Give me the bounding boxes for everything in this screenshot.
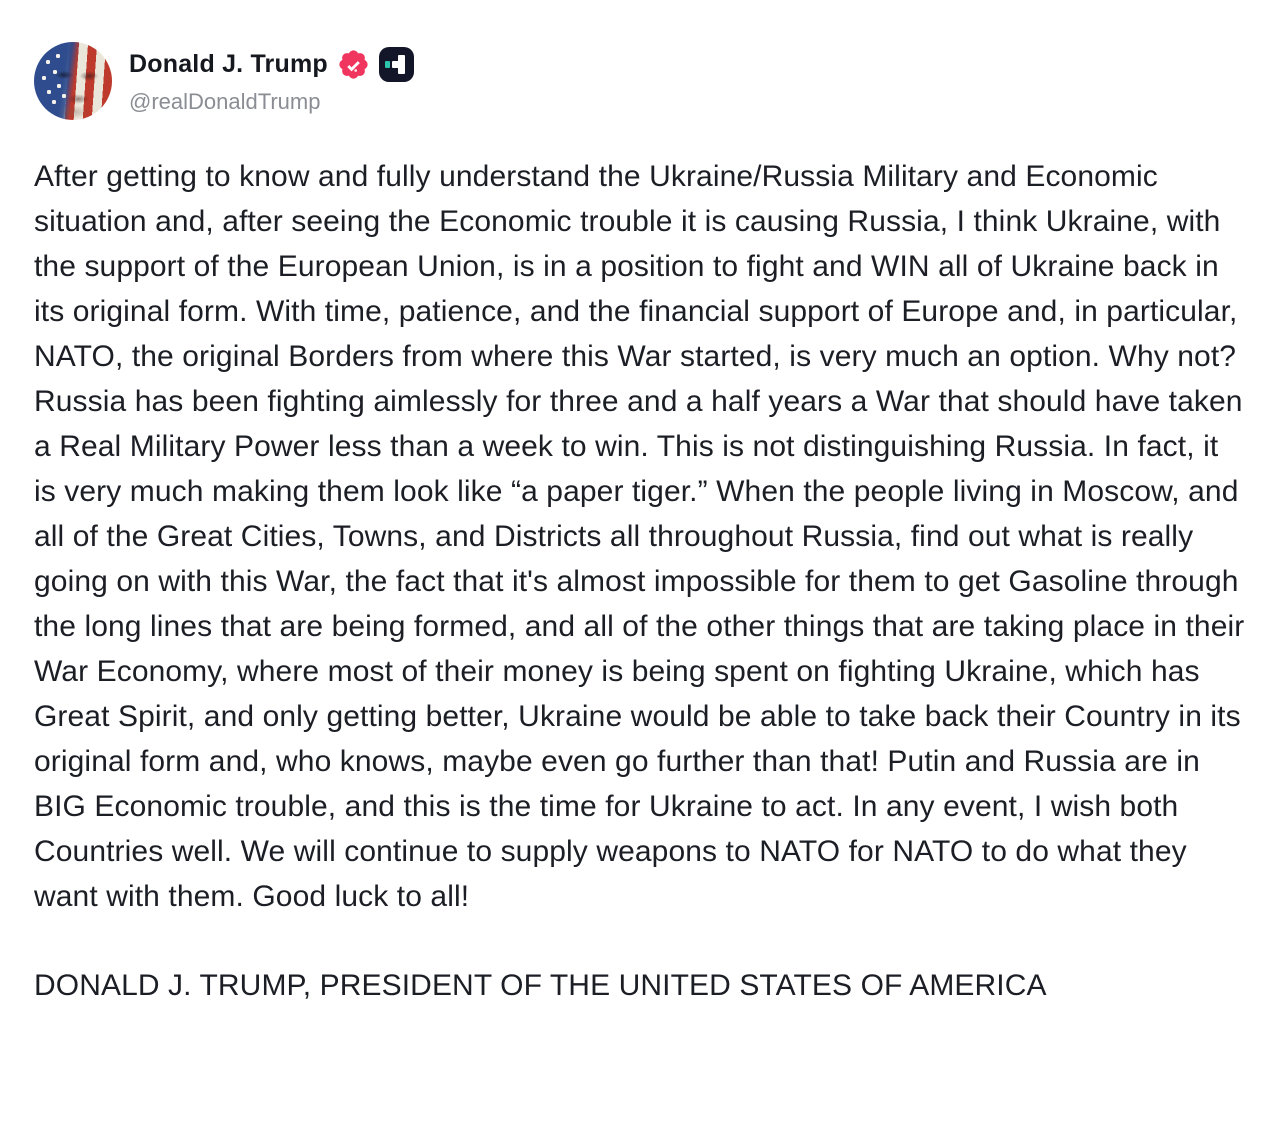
author-avatar[interactable]: [34, 42, 112, 120]
author-block: [129, 47, 414, 115]
post-signature-line: DONALD J. TRUMP, PRESIDENT OF THE UNITED STATES OF AMERICA: [34, 969, 1047, 1002]
verified-check-seal-icon: [337, 48, 370, 81]
author-name-row: [129, 47, 414, 82]
truth-social-logo-icon: [379, 47, 414, 82]
author-handle[interactable]: @realDonaldTrump: [129, 89, 321, 114]
truth-logo-vertical-bar: [398, 55, 405, 74]
truth-logo-teal-square: [385, 61, 390, 68]
post-body-text: After getting to know and fully understand the Ukraine/Russia Military and Economic situation and, after seeing the Economic trouble it is causing Russia, I think Ukraine, with the support of the European Union, is in a position to fight and WIN all of Ukraine back in its original form. With time, patience, and the financial support of Europe and, in particular, NATO, the original Borders from where this War started, is very much an option. Why not? Russia has been fighting aimlessly for three and a half years a War that should have taken a Real Military Power less than a week to win. This is not distinguishing Russia. In fact, it is very much making them look like “a paper tiger.” When the people living in Moscow, and all of the Great Cities, Towns, and Districts all throughout Russia, find out what is really going on with this War, the fact that it's almost impossible for them to get Gasoline through the long lines that are being formed, and all of the other things that are taking place in their War Economy, where most of their money is being spent on fighting Ukraine, which has Great Spirit, and only getting better, Ukraine would be able to take back their Country in its original form and, who knows, maybe even go further than that! Putin and Russia are in BIG Economic trouble, and this is the time for Ukraine to act. In any event, I wish both Countries well. We will continue to supply weapons to NATO for NATO to do what they want with them. Good luck to all!: [34, 160, 1245, 913]
author-display-name[interactable]: Donald J. Trump: [129, 50, 328, 78]
post-header: [34, 42, 1246, 120]
